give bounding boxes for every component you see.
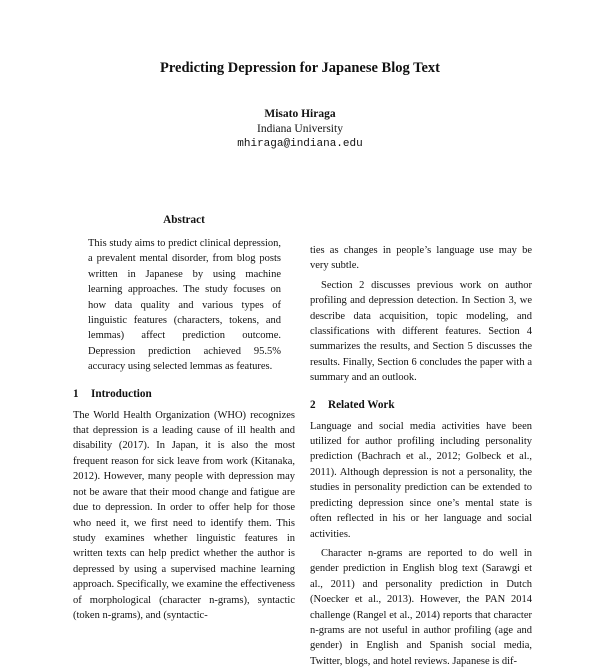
related-paragraph-2: Character n-grams are reported to do well in gender prediction in English blog text (Sarawgi et al., 2011) and personality prediction in Dutch (Noecker et al., 2013). However, the PAN 2014 challenge (Rangel et al., 2014) reports that character n-grams are not useful in author profiling (age and gender) in English and Spanish social media, Twitter, blogs, and hotel reviews. Japanese is dif- <box>310 547 532 667</box>
section-heading-introduction <box>73 387 295 402</box>
spacer <box>73 375 295 387</box>
right-column <box>310 243 532 669</box>
spacer <box>310 386 532 398</box>
related-paragraph-1: Language and social media activities have been utilized for author profiling including personality prediction (Bachrach et al., 2012; Golbeck et al., 2011). Although depression is not a personality, the studies in personality prediction can be extended to predicting depression since one’s mental state is often reflected in his or her language and social activities. <box>310 420 532 540</box>
section-number: 2 <box>310 398 316 411</box>
intro-paragraph-1: The World Health Organization (WHO) recognizes that depression is a leading cause of ill health and disability (2017). In Japan, it is also the most frequent reason for sick leave from work (Kitanaka, 2012). However, many people with depression may not be aware that their mood change and fatigue are due to depression. In order to offer help for those who need it, we first need to identify them. This study examines whether linguistic features in written texts can help predict whether the author is depressed by using a supervised machine learning approach. Specifically, we examine the effectiveness of morphological (character n-grams), syntactic (token n-grams), and (syntactic- <box>73 409 295 621</box>
author-email: mhiraga@indiana.edu <box>237 138 363 150</box>
section-title: Introduction <box>91 387 152 400</box>
left-column <box>73 213 295 623</box>
paper-title: Predicting Depression for Japanese Blog Text <box>160 60 440 76</box>
intro-paragraph-2: Section 2 discusses previous work on author profiling and depression detection. In Section 3, we describe data acquisition, topic modeling, and classifications with different features. Section 4 summarizes the results, and Section 5 discusses the results. Finally, Section 6 concludes the paper with a summary and an outlook. <box>310 279 532 384</box>
abstract-text: This study aims to predict clinical depression, a prevalent mental disorder, from blog posts written in Japanese by using machine learning approaches. The study focuses on how data quality and various types of linguistic features (characters, tokens, and lemmas) affect prediction outcome. Depression prediction achieved 95.5% accuracy using selected lemmas as features. <box>88 238 281 373</box>
section-number: 1 <box>73 387 79 400</box>
section-title: Related Work <box>328 398 395 411</box>
intro-paragraph-continued: ties as changes in people’s language use may be very subtle. <box>310 245 532 272</box>
author-name: Misato Hiraga <box>264 108 336 120</box>
author-block <box>0 107 600 152</box>
author-affiliation: Indiana University <box>257 123 343 135</box>
abstract-heading: Abstract <box>163 214 205 226</box>
section-heading-related-work <box>310 398 532 413</box>
